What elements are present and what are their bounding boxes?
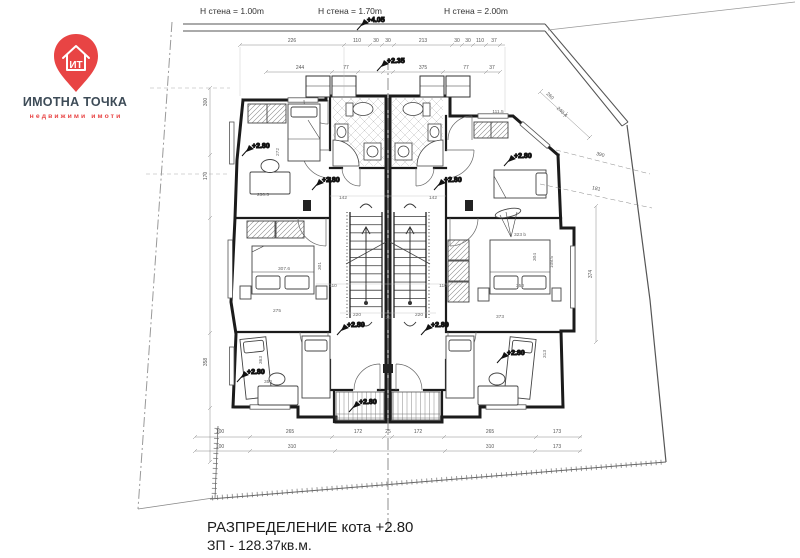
nightstand [552, 288, 561, 301]
room-dim-label: 275 [272, 309, 282, 314]
dim-label: 213 [418, 38, 428, 44]
wardrobe [448, 282, 469, 302]
dim-label: 100 [215, 429, 225, 435]
dim-label: 173 [552, 429, 562, 435]
bedroom-e-furniture [448, 206, 561, 302]
terrace-right [392, 392, 440, 420]
elevation-label: +2.80 [507, 350, 525, 357]
elevation-label: +2.80 [431, 322, 449, 329]
dim-label: 25 [385, 429, 391, 435]
chair [489, 373, 505, 385]
dim-label: 244 [295, 65, 305, 71]
door-terrace-left [354, 364, 380, 390]
dim-label: 77 [343, 65, 349, 71]
wardrobe [448, 240, 469, 260]
wall-height-label-3: Н стена = 2.00m [443, 6, 509, 16]
room-dim-label: 307.6 [277, 267, 291, 272]
room-dim-label: 142 [338, 196, 348, 201]
room-dim-label: 350 [263, 380, 273, 385]
toilet-tank [346, 103, 353, 116]
elevation-marker [434, 177, 462, 190]
bathroom-right [392, 98, 443, 166]
elevation-markers [237, 17, 532, 412]
dim-label: 375 [418, 65, 428, 71]
boundary-line-ne [548, 2, 795, 30]
pillow [536, 173, 547, 195]
window [486, 405, 526, 409]
drawing-title: РАЗПРЕДЕЛЕНИЕ кота +2.80 [207, 519, 414, 536]
drawing-area: ЗП - 128.37кв.м. [207, 537, 312, 553]
dim-label: 30 [465, 38, 471, 44]
dim-label: 358 [203, 357, 209, 367]
dim-label: 77 [463, 65, 469, 71]
window [571, 246, 576, 308]
wardrobe [276, 221, 304, 238]
wall-height-label-2: Н стена = 1.70m [317, 6, 383, 16]
dim-label: 37 [489, 65, 495, 71]
room-dim-label: 220 [414, 313, 424, 318]
dim-labels-top2 [296, 65, 495, 71]
dim-labels-left [203, 98, 209, 367]
pillow [522, 276, 546, 289]
wardrobe [247, 221, 275, 238]
stair-direction-arrow [406, 227, 414, 303]
dim-label: 30 [373, 38, 379, 44]
pillow [494, 276, 518, 289]
bathroom-left [333, 98, 384, 166]
dim-label: 374 [588, 269, 594, 279]
room-dim-label: 304 [533, 252, 538, 262]
door-bath-right [416, 168, 434, 186]
door-entry-right [448, 116, 472, 140]
title-block [207, 519, 413, 553]
room-dim-label: 110 [329, 284, 337, 289]
dim-labels-bottom2 [216, 444, 562, 450]
door-terrace-right [396, 364, 422, 390]
dim-label: 181 [591, 185, 601, 193]
room-dim-label: 363 [259, 355, 264, 365]
stair-direction-arrow [362, 227, 370, 303]
dim-labels-bottom1 [216, 429, 562, 435]
pillow [449, 340, 471, 351]
elevation-label: +2.80 [247, 369, 265, 376]
boundary-line-east [627, 125, 666, 462]
room-dim-label: 220 [352, 313, 362, 318]
room-dim-label: 350 [515, 284, 525, 289]
dim-label: 390 [595, 151, 606, 159]
dim-label: 100 [215, 444, 225, 450]
bedroom-se-furniture [446, 336, 536, 405]
elevation-marker [337, 322, 365, 335]
pillow [285, 276, 309, 289]
chair [261, 160, 279, 173]
toilet [353, 103, 373, 116]
boundary-line-south [210, 462, 666, 499]
logo-subtitle: недвижими имоти [29, 113, 123, 120]
boundary-corner-sw [138, 498, 213, 509]
terrace-left [336, 392, 384, 420]
dim-label: 30 [385, 38, 391, 44]
dim-label: 173 [552, 444, 562, 450]
nightstand [478, 288, 489, 301]
elevation-label: +2.80 [347, 322, 365, 329]
window [228, 240, 233, 298]
elevation-label: +4.05 [367, 17, 385, 24]
room-dim-label: 230.5 [256, 193, 270, 198]
top-wall-band [183, 24, 545, 31]
door-bedroom-ne [446, 150, 474, 178]
column [465, 200, 473, 211]
room-dim-label: 301 [318, 261, 323, 271]
door-bath-left [342, 168, 360, 186]
elevation-marker [312, 177, 340, 190]
dim-label: 172 [353, 429, 363, 435]
room-dim-label: 111.5 [492, 110, 504, 115]
sink [337, 127, 346, 138]
elevation-label: +2.80 [514, 153, 532, 160]
staircase-left [346, 204, 386, 326]
elevation-label: +2.80 [444, 177, 462, 184]
room-dim-label: 110 [439, 284, 447, 289]
desk [258, 386, 298, 405]
bedroom-w-furniture [240, 221, 327, 299]
window-chamfer [520, 122, 550, 149]
dim-label: 172 [413, 429, 423, 435]
elevation-marker [504, 153, 532, 166]
logo-monogram: ИТ [69, 60, 83, 71]
dim-label: 310 [287, 444, 297, 450]
window [230, 347, 235, 385]
dim-label: 260 [544, 91, 555, 102]
wardrobe [448, 261, 469, 281]
dim-labels-top1 [288, 38, 497, 44]
pillow [291, 107, 317, 117]
dim-label: 170 [203, 171, 209, 181]
logo [23, 34, 127, 120]
pillow [305, 340, 327, 351]
dim-label: 300 [203, 97, 209, 107]
sink [430, 127, 439, 138]
wall-height-label-1: Н стена = 1.00m [199, 6, 265, 16]
elevation-marker [421, 322, 449, 335]
staircase-right [390, 204, 430, 326]
window [250, 405, 290, 409]
desk [250, 172, 290, 194]
pillow [243, 340, 264, 353]
room-dim-label: 108.5 [550, 255, 555, 269]
toilet [403, 103, 423, 116]
dim-label: 37 [491, 38, 497, 44]
window [288, 98, 318, 102]
elevation-label: +2.80 [359, 399, 377, 406]
dim-label: 110 [353, 38, 361, 44]
washing-machine-drum [398, 146, 409, 157]
window [230, 122, 235, 164]
column [383, 364, 393, 373]
pillow [256, 276, 280, 289]
toilet-tank [423, 103, 430, 116]
desk [478, 386, 518, 405]
elevation-marker [242, 143, 270, 156]
dim-label: 265 [485, 429, 495, 435]
room-dim-label: 272 [276, 147, 281, 157]
dim-label: 110 [476, 38, 484, 44]
dim-label: 265 [285, 429, 295, 435]
column [303, 200, 311, 211]
dim-label: 30 [454, 38, 460, 44]
dim-label: 310 [485, 444, 495, 450]
room-dim-label: 373 [495, 315, 505, 320]
boundary-line-west [138, 22, 172, 509]
elevation-label: +2.80 [252, 143, 270, 150]
nightstand [240, 286, 251, 299]
dim-label: 226 [287, 38, 297, 44]
elevation-label: +2.80 [322, 177, 340, 184]
logo-title: ИМОТНА ТОЧКА [22, 95, 128, 109]
room-dim-label: 313 [543, 349, 548, 359]
nightstand [316, 286, 327, 299]
washing-machine-drum [367, 146, 378, 157]
dim-label: 240.4 [555, 105, 569, 119]
elevation-label: +2.35 [387, 58, 405, 65]
room-dim-label: 142 [428, 196, 438, 201]
room-dim-label: 25 [385, 316, 391, 321]
room-dim-label: 323 b [513, 233, 527, 238]
elevation-marker [377, 58, 405, 71]
